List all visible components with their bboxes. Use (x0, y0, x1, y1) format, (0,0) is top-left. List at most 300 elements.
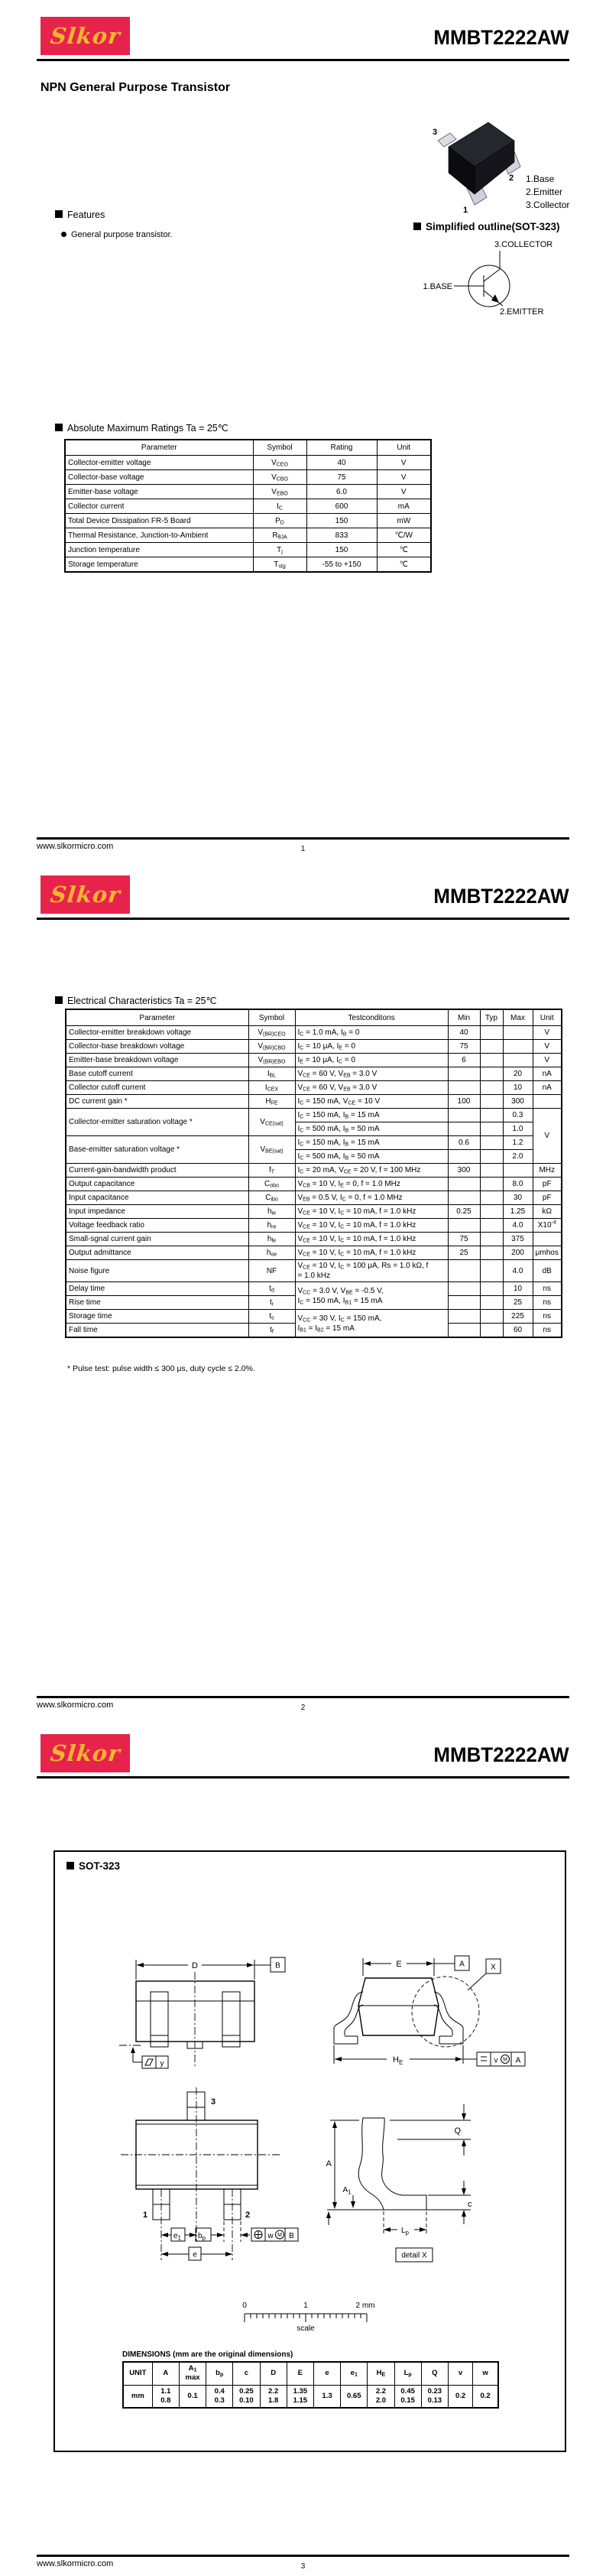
table-cell: 0.3 (503, 1109, 533, 1122)
dimensions-table (122, 2361, 499, 2409)
dim-A1-label: $A_1$ (342, 2186, 352, 2196)
table-cell: 200 (503, 1246, 533, 1260)
lead-cross-section (358, 2118, 426, 2210)
table-cell: V (533, 1054, 562, 1067)
table-cell: 20 (503, 1067, 533, 1081)
table-cell (448, 1324, 480, 1338)
table-cell (480, 1205, 503, 1219)
section-square-icon (55, 424, 63, 431)
table-cell: 75 (448, 1233, 480, 1246)
column-header: Testconditons (295, 1009, 448, 1026)
collector-lead (484, 269, 500, 281)
table-cell: Emitter-base voltage (65, 485, 253, 499)
header-row (65, 440, 431, 456)
table-cell (448, 1296, 480, 1310)
table-row (66, 1260, 562, 1282)
column-header: $H_E$ (368, 2362, 394, 2385)
column-header: Unit (533, 1009, 562, 1026)
table-cell: $V_{CE} = 10$ V, $I_C = 10$ mA, f = 1.0 kHz (295, 1205, 448, 1219)
table-cell: mW (377, 514, 431, 528)
table-cell: 10 (503, 1282, 533, 1296)
section-square-icon (55, 210, 63, 218)
table-cell: dB (533, 1260, 562, 1282)
table-cell: 0.6 (448, 1136, 480, 1150)
part-number-title: MMBT2222AW (433, 1743, 569, 1766)
base-label: 1.BASE (423, 282, 452, 291)
table-cell: $V_{CE(sat)}$ (248, 1109, 295, 1136)
dim-D-label: D (192, 1961, 198, 1970)
table-cell: Collector-base voltage (65, 470, 253, 485)
tolerance-v-label: v (494, 2056, 498, 2065)
website-link: www.slkormicro.com (37, 842, 114, 851)
table-cell (448, 1081, 480, 1095)
table-cell: $h_{ie}$ (248, 1205, 295, 1219)
table-cell: 300 (503, 1095, 533, 1109)
scale-bar (237, 2298, 390, 2334)
table-cell: MHz (533, 1164, 562, 1178)
table-cell (448, 1282, 480, 1296)
table-cell: pF (533, 1191, 562, 1205)
table-cell: 0.4 0.3 (206, 2385, 233, 2408)
table-row (65, 557, 431, 573)
table-row (66, 1233, 562, 1246)
table-cell: pF (533, 1178, 562, 1191)
table-cell (533, 1095, 562, 1109)
table-row (65, 456, 431, 470)
detail-x-caption: detail X (401, 2251, 427, 2260)
table-cell: Thermal Resistance, Junction-to-Ambient (65, 528, 253, 543)
table-cell: V (533, 1040, 562, 1054)
table-cell: $V_{CC} = 3.0$ V, $V_{BE} = -0.5$ V, $I_C = 150$ mA, $I_{B1} = 15$ mA (295, 1282, 448, 1310)
table-cell: $I_C$ (253, 499, 306, 514)
pin-1-label: 1 (462, 206, 468, 215)
table-cell (480, 1095, 503, 1109)
table-cell (480, 1109, 503, 1122)
table-cell: $V_{BE(sat)}$ (248, 1136, 295, 1164)
table-cell (448, 1310, 480, 1324)
table-cell (480, 1178, 503, 1191)
table-row (65, 470, 431, 485)
bottom-view-drawing (115, 2087, 321, 2267)
column-header: Typ (480, 1009, 503, 1026)
table-cell: Delay time (66, 1282, 248, 1296)
column-header: A (152, 2362, 179, 2385)
table-row (66, 1081, 562, 1095)
table-cell: $V_{(BR)CEO}$ (248, 1026, 295, 1040)
brand-logo-text: Slkor (48, 882, 122, 908)
table-cell: $I_C = 150$ mA, $V_{CE} = 10$ V (295, 1095, 448, 1109)
website-link: www.slkormicro.com (37, 1701, 114, 1710)
table-cell (480, 1026, 503, 1040)
table-cell: 600 (306, 499, 377, 514)
table-row (65, 528, 431, 543)
pin-3-label: 3 (211, 2097, 216, 2107)
table-cell: $X10^{-4}$ (533, 1219, 562, 1233)
table-cell (480, 1310, 503, 1324)
table-cell: $V_{CE} = 10$ V, $I_C = 10$ mA, f = 1.0 kHz (295, 1233, 448, 1246)
side-view-drawing (327, 1944, 564, 2076)
table-cell (448, 1260, 480, 1282)
table-cell (480, 1122, 503, 1136)
table-cell: 0.2 (473, 2385, 498, 2408)
pulse-test-footnote: * Pulse test: pulse width ≤ 300 μs, duty cycle ≤ 2.0%. (67, 1364, 255, 1373)
table-cell: $V_{EBO}$ (253, 485, 306, 499)
table-cell (480, 1164, 503, 1178)
table-cell: mA (377, 499, 431, 514)
table-cell: ℃/W (377, 528, 431, 543)
table-row (66, 1109, 562, 1122)
table-cell: $I_{BL}$ (248, 1067, 295, 1081)
table-cell: $P_D$ (253, 514, 306, 528)
table-cell: $V_{CB} = 10$ V, $I_E = 0$, f = 1.0 MHz (295, 1178, 448, 1191)
footer-rule (37, 1696, 569, 1698)
table-cell: ns (533, 1324, 562, 1338)
table-cell: Storage temperature (65, 557, 253, 573)
datum-A-label: A (459, 1960, 465, 1969)
table-cell: $V_{CBO}$ (253, 470, 306, 485)
table-cell: ns (533, 1296, 562, 1310)
section-square-icon (66, 1862, 74, 1869)
column-header: Unit (377, 440, 431, 456)
dimensions-table-title: DIMENSIONS (mm are the original dimensions) (122, 2350, 293, 2359)
table-cell: $I_C = 500$ mA, $I_B = 50$ mA (295, 1122, 448, 1136)
table-cell: $I_C = 20$ mA, $V_{CE} = 20$ V, f = 100 MHz (295, 1164, 448, 1178)
frame-datum-A-label: A (515, 2056, 521, 2065)
website-link: www.slkormicro.com (37, 2559, 114, 2568)
table-row (66, 1246, 562, 1260)
table-cell: Fall time (66, 1324, 248, 1338)
table-cell: $V_{CC} = 30$ V, $I_C = 150$ mA, $I_{B1} = I_{B2} = 15$ mA (295, 1310, 448, 1338)
table-cell (448, 1122, 480, 1136)
table-cell (480, 1150, 503, 1164)
table-cell: $I_E = 10$ μA, $I_C = 0$ (295, 1054, 448, 1067)
table-row (65, 543, 431, 557)
table-cell: Junction temperature (65, 543, 253, 557)
table-cell: Rise time (66, 1296, 248, 1310)
table-cell: Input capacitance (66, 1191, 248, 1205)
table-cell: $V_{EB} = 0.5$ V, $I_C = 0$, f = 1.0 MHz (295, 1191, 448, 1205)
table-row (66, 1310, 562, 1324)
scale-caption: scale (297, 2324, 315, 2333)
table-cell: Collector-base breakdown voltage (66, 1040, 248, 1054)
table-row (66, 1054, 562, 1067)
table-row (66, 1219, 562, 1233)
package-3d-figure (423, 107, 530, 222)
dim-E-label: E (396, 1960, 402, 1969)
pin-legend-emitter: 2.Emitter (526, 187, 563, 197)
table-cell: $V_{(BR)CBO}$ (248, 1040, 295, 1054)
column-header: Max (503, 1009, 533, 1026)
part-number-title: MMBT2222AW (433, 26, 569, 49)
table-cell: 833 (306, 528, 377, 543)
scale-2mm-label: 2 mm (355, 2302, 375, 2310)
table-cell: V (533, 1026, 562, 1040)
front-view-drawing (113, 1946, 319, 2074)
abs-max-section-title: Absolute Maximum Ratings Ta = 25℃ (55, 422, 228, 434)
table-cell: 1.0 (503, 1122, 533, 1136)
package-body-side (358, 1978, 439, 2035)
dim-c-label: c (468, 2200, 472, 2209)
column-header: c (233, 2362, 260, 2385)
table-cell: 25 (448, 1246, 480, 1260)
column-header: UNIT (123, 2362, 152, 2385)
table-cell: Output admittance (66, 1246, 248, 1260)
table-cell: nA (533, 1067, 562, 1081)
table-cell (448, 1219, 480, 1233)
table-cell: 0.2 (448, 2385, 472, 2408)
frame-datum-B-label: B (289, 2232, 294, 2240)
table-cell: $V_{(BR)EBO}$ (248, 1054, 295, 1067)
table-cell: V (377, 456, 431, 470)
table-cell (480, 1296, 503, 1310)
column-header: E (287, 2362, 313, 2385)
table-cell: 1.3 (313, 2385, 340, 2408)
table-cell: 1.1 0.8 (152, 2385, 179, 2408)
footer-rule (37, 2555, 569, 2557)
emitter-arrow-icon (491, 294, 499, 303)
table-cell (503, 1026, 533, 1040)
table-cell: $h_{fe}$ (248, 1233, 295, 1246)
table-cell: Collector-emitter voltage (65, 456, 253, 470)
table-cell: 25 (503, 1296, 533, 1310)
page-number: 1 (300, 845, 306, 853)
brand-logo (41, 17, 130, 55)
table-cell: Base cutoff current (66, 1067, 248, 1081)
table-cell: $I_C = 1.0$ mA, $I_B = 0$ (295, 1026, 448, 1040)
table-row (66, 1178, 562, 1191)
table-cell: $C_{obo}$ (248, 1178, 295, 1191)
package-body-front (136, 1981, 254, 2042)
table-cell (448, 1191, 480, 1205)
emitter-label: 2.EMITTER (500, 307, 544, 317)
section-square-icon (55, 996, 63, 1004)
table-cell (480, 1260, 503, 1282)
table-cell: 10 (503, 1081, 533, 1095)
table-cell: $V_{CE} = 60$ V, $V_{EB} = 3.0$ V (295, 1067, 448, 1081)
table-cell: $V_{CE} = 10$ V, $I_C = 10$ mA, f = 1.0 kHz (295, 1219, 448, 1233)
pin-2-label: 2 (245, 2211, 251, 2220)
scale-1-label: 1 (303, 2302, 308, 2310)
table-row (66, 1191, 562, 1205)
table-cell: $V_{CE} = 10$ V, $I_C = 10$ mA, f = 1.0 kHz (295, 1246, 448, 1260)
table-cell: Current-gain-bandwidth product (66, 1164, 248, 1178)
collector-label: 3.COLLECTOR (494, 240, 553, 249)
part-number-title: MMBT2222AW (433, 885, 569, 908)
table-cell: $I_{CEX}$ (248, 1081, 295, 1095)
mmc-modifier-icon: M (503, 2057, 507, 2063)
pin-1-label: 1 (142, 2211, 148, 2220)
table-cell (503, 1040, 533, 1054)
pin-2-label: 2 (508, 174, 514, 183)
table-cell: Collector-emitter saturation voltage * (66, 1109, 248, 1136)
header-row (123, 2362, 498, 2385)
table-cell (533, 1233, 562, 1246)
table-cell: $I_C = 10$ μA, $I_E = 0$ (295, 1040, 448, 1054)
table-cell: Output capacitance (66, 1178, 248, 1191)
table-cell: $R_{\theta JA}$ (253, 528, 306, 543)
table-cell: 75 (448, 1040, 480, 1054)
table-cell: Input impedance (66, 1205, 248, 1219)
table-cell: Base-emitter saturation voltage * (66, 1136, 248, 1164)
table-cell: Collector current (65, 499, 253, 514)
dim-Q-label: Q (454, 2126, 461, 2136)
table-row (65, 514, 431, 528)
header-row (66, 1009, 562, 1026)
elec-section-title: Electrical Characteristics Ta = 25℃ (55, 995, 216, 1006)
table-cell: ns (533, 1310, 562, 1324)
table-cell: 150 (306, 514, 377, 528)
column-header: w (473, 2362, 498, 2385)
table-row (66, 1136, 562, 1150)
dim-A-label: A (326, 2159, 332, 2168)
table-row (66, 1040, 562, 1054)
table-cell: $h_{oe}$ (248, 1246, 295, 1260)
sot323-section-title: SOT-323 (66, 1860, 120, 1872)
table-cell: 225 (503, 1310, 533, 1324)
table-cell (480, 1081, 503, 1095)
tolerance-w-label: w (267, 2232, 274, 2240)
table-cell (448, 1109, 480, 1122)
table-row (65, 499, 431, 514)
table-cell: $V_{CEO}$ (253, 456, 306, 470)
column-header: $A_1$ max (179, 2362, 206, 2385)
dim-Lp-label: $L_p$ (400, 2227, 410, 2237)
table-cell (480, 1191, 503, 1205)
page-number: 3 (300, 2562, 306, 2571)
page-number: 2 (300, 1704, 306, 1712)
column-header: $e_1$ (341, 2362, 368, 2385)
pin-legend-base: 1.Base (526, 174, 555, 184)
table-cell: 0.23 0.13 (421, 2385, 448, 2408)
column-header: v (448, 2362, 472, 2385)
table-cell: $I_C = 150$ mA, $I_B = 15$ mA (295, 1136, 448, 1150)
table-cell: 4.0 (503, 1219, 533, 1233)
table-cell: V (533, 1109, 562, 1164)
brand-logo (41, 875, 130, 914)
table-row (66, 1282, 562, 1296)
table-cell: nA (533, 1081, 562, 1095)
table-cell: $t_s$ (248, 1310, 295, 1324)
table-cell: Small-sgnal current gain (66, 1233, 248, 1246)
brand-logo-text: Slkor (48, 1740, 122, 1766)
table-cell: kΩ (533, 1205, 562, 1219)
brand-logo-text: Slkor (48, 23, 122, 49)
table-cell (480, 1246, 503, 1260)
table-row (66, 1067, 562, 1081)
table-cell (448, 1067, 480, 1081)
detail-X-ref-label: X (491, 1963, 496, 1972)
table-cell: 1.25 (503, 1205, 533, 1219)
table-cell: 75 (306, 470, 377, 485)
table-cell (480, 1040, 503, 1054)
table-cell (503, 1164, 533, 1178)
table-cell: mm (123, 2385, 152, 2408)
table-cell: $I_C = 150$ mA, $I_B = 15$ mA (295, 1109, 448, 1122)
table-row (66, 1095, 562, 1109)
feature-item: General purpose transistor. (61, 230, 173, 239)
table-cell: V (377, 485, 431, 499)
bullet-dot-icon (61, 232, 66, 237)
detail-x-drawing (321, 2095, 512, 2267)
column-header: e (313, 2362, 340, 2385)
column-header: Rating (306, 440, 377, 456)
table-cell: 300 (448, 1164, 480, 1178)
table-cell: 100 (448, 1095, 480, 1109)
datum-B-label: B (275, 1961, 280, 1970)
mmc-modifier-icon: M (277, 2233, 282, 2238)
table-cell: ns (533, 1282, 562, 1296)
flatness-y-label: y (160, 2059, 164, 2068)
table-cell: 40 (448, 1026, 480, 1040)
column-header: Symbol (253, 440, 306, 456)
dim-e-label: e (193, 2250, 197, 2259)
table-cell: 0.1 (179, 2385, 206, 2408)
table-row (65, 485, 431, 499)
flatness-symbol-icon (145, 2059, 153, 2065)
dim-e1-label: $e_1$ (173, 2232, 182, 2242)
table-row (66, 1026, 562, 1040)
column-header: D (260, 2362, 287, 2385)
pin-legend-collector: 3.Collector (526, 200, 570, 210)
column-header: Parameter (66, 1009, 248, 1026)
header-rule (37, 918, 569, 920)
pin-3-label: 3 (432, 128, 438, 137)
table-cell: Noise figure (66, 1260, 248, 1282)
table-cell (480, 1282, 503, 1296)
table-cell: ℃ (377, 557, 431, 573)
table-cell (480, 1136, 503, 1150)
table-cell: ℃ (377, 543, 431, 557)
table-cell (480, 1054, 503, 1067)
table-cell: $T_j$ (253, 543, 306, 557)
column-header: Q (421, 2362, 448, 2385)
table-cell: 2.2 1.8 (260, 2385, 287, 2408)
table-cell: $V_{CE} = 10$ V, $I_C = 100$ μA, Rs = 1.0 kΩ, f = 1.0 kHz (295, 1260, 448, 1282)
table-cell: 1.2 (503, 1136, 533, 1150)
table-cell: 0.65 (341, 2385, 368, 2408)
table-cell (448, 1150, 480, 1164)
footer-rule (37, 837, 569, 840)
brand-logo (41, 1734, 130, 1772)
table-cell: 30 (503, 1191, 533, 1205)
dim-bp-label: $b_p$ (197, 2232, 206, 2242)
table-cell: $f_T$ (248, 1164, 295, 1178)
table-cell: $I_C = 500$ mA, $I_B = 50$ mA (295, 1150, 448, 1164)
table-row (66, 1164, 562, 1178)
absolute-maximum-ratings-table (64, 439, 432, 573)
table-cell: $V_{CE} = 60$ V, $V_{EB} = 3.0$ V (295, 1081, 448, 1095)
table-cell (480, 1324, 503, 1338)
table-cell (503, 1054, 533, 1067)
column-header: $L_p$ (394, 2362, 421, 2385)
section-square-icon (413, 223, 421, 230)
table-cell: 1.35 1.15 (287, 2385, 313, 2408)
column-header: Symbol (248, 1009, 295, 1026)
table-cell: Collector-emitter breakdown voltage (66, 1026, 248, 1040)
header-rule (37, 59, 569, 61)
table-cell (480, 1219, 503, 1233)
table-cell (480, 1233, 503, 1246)
table-cell: 8.0 (503, 1178, 533, 1191)
table-cell: Voltage feedback ratio (66, 1219, 248, 1233)
header-rule (37, 1776, 569, 1779)
table-cell: Storage time (66, 1310, 248, 1324)
table-cell: 375 (503, 1233, 533, 1246)
table-cell: Collector cutoff current (66, 1081, 248, 1095)
column-header: $b_p$ (206, 2362, 233, 2385)
table-cell: $C_{ibo}$ (248, 1191, 295, 1205)
outline-section-title: Simplified outline(SOT-323) (413, 221, 560, 232)
